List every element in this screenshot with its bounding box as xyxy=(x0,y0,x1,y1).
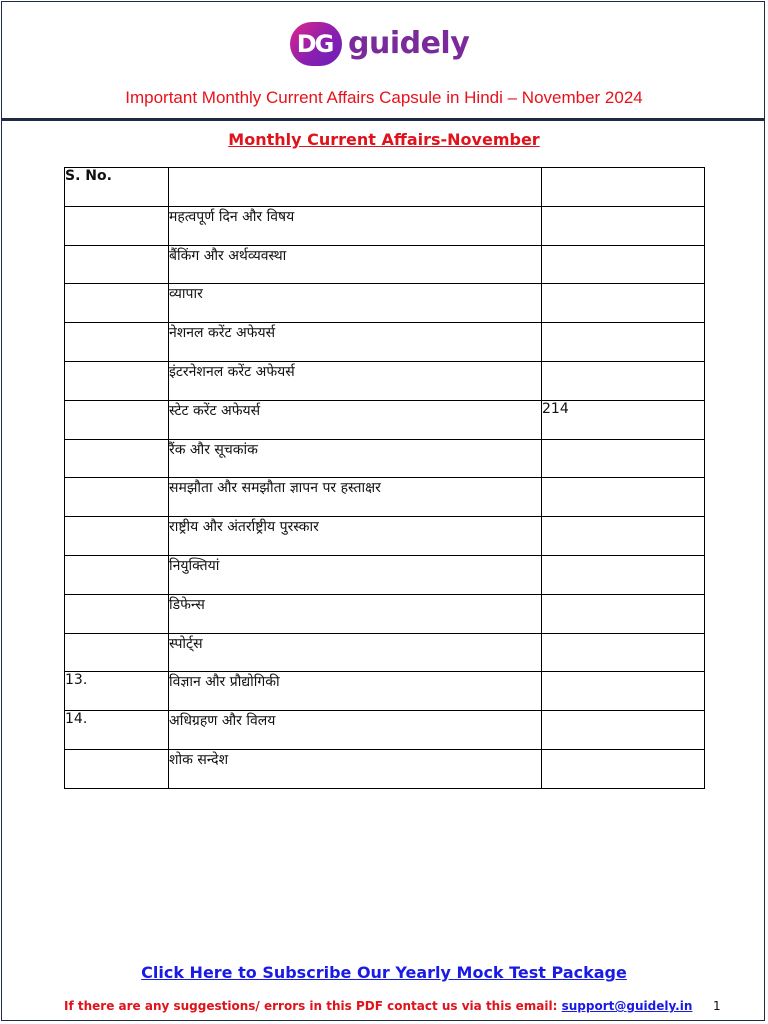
row-topic: बैंकिंग और अर्थव्यवस्था xyxy=(169,245,542,284)
header-title: Important Monthly Current Affairs Capsule in Hindi – November 2024 xyxy=(125,88,643,107)
row-page xyxy=(542,633,705,672)
row-sno: 14. xyxy=(65,711,169,750)
row-sno xyxy=(65,361,169,400)
row-sno xyxy=(65,245,169,284)
row-topic: व्यापार xyxy=(169,284,542,323)
row-page xyxy=(542,555,705,594)
page-header xyxy=(542,168,705,207)
logo-text: guidely xyxy=(348,26,470,61)
row-topic: नेशनल करेंट अफेयर्स xyxy=(169,323,542,362)
row-page xyxy=(542,439,705,478)
sno-header: S. No. xyxy=(65,168,169,207)
row-page xyxy=(542,711,705,750)
table-row xyxy=(65,400,705,439)
contents-table xyxy=(64,167,705,789)
row-topic: अधिग्रहण और विलय xyxy=(169,711,542,750)
row-page xyxy=(542,594,705,633)
row-page xyxy=(542,284,705,323)
row-page xyxy=(542,323,705,362)
footer-note-text: If there are any suggestions/ errors in this PDF contact us via this email: xyxy=(64,999,562,1013)
row-topic: महत्वपूर्ण दिन और विषय xyxy=(169,206,542,245)
topic-header xyxy=(169,168,542,207)
row-sno xyxy=(65,517,169,556)
row-topic: विज्ञान और प्रौद्योगिकी xyxy=(169,672,542,711)
row-topic: समझौता और समझौता ज्ञापन पर हस्ताक्षर xyxy=(169,478,542,517)
table-row xyxy=(65,672,705,711)
row-sno xyxy=(65,478,169,517)
subscribe-link[interactable]: Click Here to Subscribe Our Yearly Mock Test Package xyxy=(141,963,627,982)
table-row xyxy=(65,284,705,323)
row-page xyxy=(542,361,705,400)
row-sno xyxy=(65,439,169,478)
table-row xyxy=(65,749,705,788)
table-row xyxy=(65,633,705,672)
table-row xyxy=(65,361,705,400)
support-email-link[interactable]: support@guidely.in xyxy=(561,999,693,1013)
row-sno xyxy=(65,323,169,362)
row-page: 214 xyxy=(542,400,705,439)
row-topic: स्पोर्ट्स xyxy=(169,633,542,672)
table-row xyxy=(65,517,705,556)
row-sno xyxy=(65,749,169,788)
row-sno xyxy=(65,633,169,672)
row-sno xyxy=(65,400,169,439)
row-topic: स्टेट करेंट अफेयर्स xyxy=(169,400,542,439)
table-row xyxy=(65,323,705,362)
table-row xyxy=(65,555,705,594)
row-topic: डिफेन्स xyxy=(169,594,542,633)
row-topic: नियुक्तियां xyxy=(169,555,542,594)
page-number: 1 xyxy=(713,999,721,1013)
row-page xyxy=(542,672,705,711)
table-row xyxy=(65,594,705,633)
row-sno xyxy=(65,555,169,594)
row-sno xyxy=(65,206,169,245)
table-row xyxy=(65,478,705,517)
table-header-row xyxy=(65,168,705,207)
table-row xyxy=(65,206,705,245)
row-topic: राष्ट्रीय और अंतर्राष्ट्रीय पुरस्कार xyxy=(169,517,542,556)
footer-note xyxy=(64,998,692,1014)
row-topic: रैंक और सूचकांक xyxy=(169,439,542,478)
row-page xyxy=(542,478,705,517)
table-row xyxy=(65,439,705,478)
guidely-logo xyxy=(290,22,469,66)
row-page xyxy=(542,517,705,556)
row-page xyxy=(542,206,705,245)
row-topic: इंटरनेशनल करेंट अफेयर्स xyxy=(169,361,542,400)
table-row xyxy=(65,711,705,750)
row-page xyxy=(542,245,705,284)
row-sno xyxy=(65,284,169,323)
row-page xyxy=(542,749,705,788)
row-sno: 13. xyxy=(65,672,169,711)
row-sno xyxy=(65,594,169,633)
logo-mark-icon: DG xyxy=(290,22,342,66)
table-row xyxy=(65,245,705,284)
header-divider xyxy=(2,118,765,121)
document-title: Monthly Current Affairs-November xyxy=(228,130,540,149)
row-topic: शोक सन्देश xyxy=(169,749,542,788)
